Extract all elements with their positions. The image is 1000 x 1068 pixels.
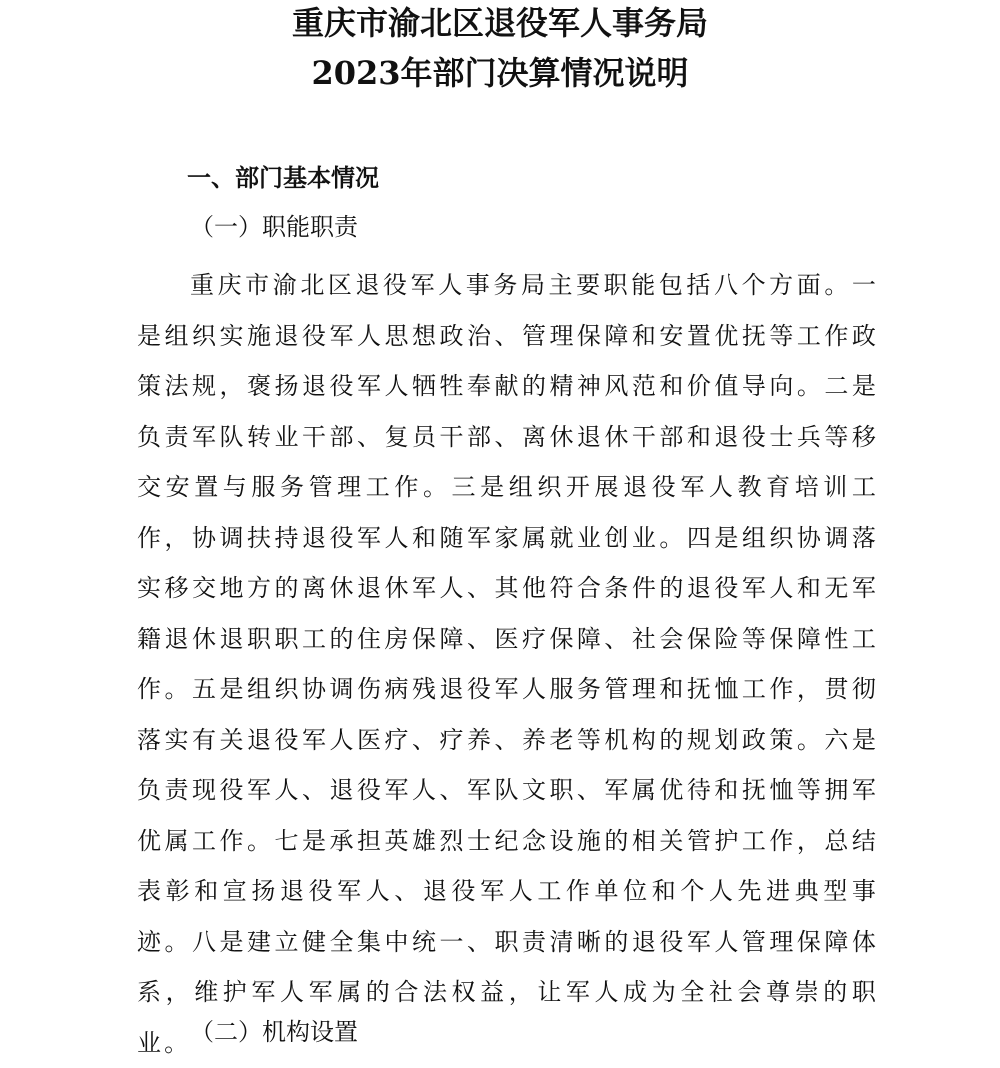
section-heading-basic-info: 一、部门基本情况 [187, 164, 379, 192]
functions-paragraph: 重庆市渝北区退役军人事务局主要职能包括八个方面。一是组织实施退役军人思想政治、管理保障和安置优抚等工作政策法规，褒扬退役军人牺牲奉献的精神风范和价值导向。二是负责军队转业干部、复员干部、离休退休干部和退役士兵等移交安置与服务管理工作。三是组织开展退役军人教育培训工作，协调扶持退役军人和随军家属就业创业。四是组织协调落实移交地方的离休退休军人、其他符合条件的退役军人和无军籍退休退职职工的住房保障、医疗保障、社会保险等保障性工作。五是组织协调伤病残退役军人服务管理和抚恤工作，贯彻落实有关退役军人医疗、疗养、养老等机构的规划政策。六是负责现役军人、退役军人、军队文职、军属优待和抚恤等拥军优属工作。七是承担英雄烈士纪念设施的相关管护工作，总结表彰和宣扬退役军人、退役军人工作单位和个人先进典型事迹。八是建立健全集中统一、职责清晰的退役军人管理保障体系，维护军人军属的合法权益，让军人成为全社会尊崇的职业。 [137, 271, 879, 1057]
document-title-line-2: 2023年部门决算情况说明 [311, 54, 689, 92]
document-title-line-1: 重庆市渝北区退役军人事务局 [291, 4, 708, 42]
subsection-heading-organization: （二）机构设置 [190, 1018, 358, 1046]
subsection-heading-functions: （一）职能职责 [190, 213, 358, 241]
